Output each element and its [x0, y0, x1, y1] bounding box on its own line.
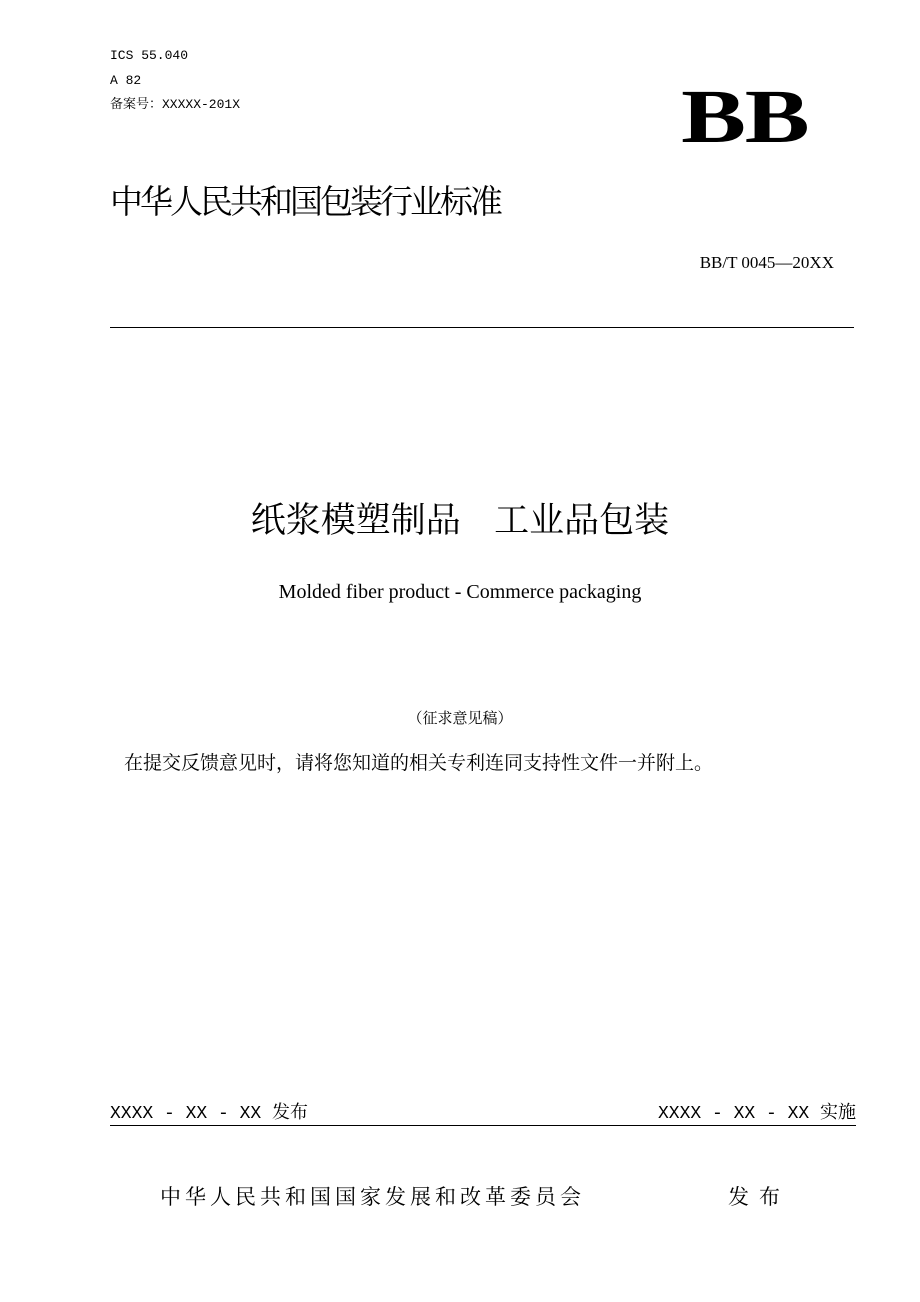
standard-number: BB/T 0045—20XX	[699, 253, 834, 272]
draft-status-label: （征求意见稿）	[407, 709, 513, 727]
publisher-name: 中华人民共和国国家发展和改革委员会	[160, 1185, 585, 1209]
publish-label: 发布	[728, 1185, 790, 1209]
ics-code: ICS 55.040	[110, 48, 189, 63]
standard-type-heading: 中华人民共和国包装行业标准	[110, 182, 500, 221]
issue-date: XXXX - XX - XX 发布	[110, 1104, 309, 1124]
document-title-chinese: 纸浆模塑制品 工业品包装	[250, 501, 670, 541]
document-title-english: Molded fiber product - Commerce packaging	[278, 581, 642, 603]
implementation-date: XXXX - XX - XX 实施	[657, 1104, 856, 1124]
patent-notice-text: 在提交反馈意见时，请将您知道的相关专利连同支持性文件一并附上。	[124, 752, 714, 774]
header-divider	[110, 327, 854, 328]
filing-number: 备案号：XXXXX-201X	[110, 97, 241, 112]
bb-standard-logo: BB	[680, 75, 808, 159]
ccs-code: A 82	[110, 73, 142, 88]
footer-divider	[110, 1125, 856, 1126]
